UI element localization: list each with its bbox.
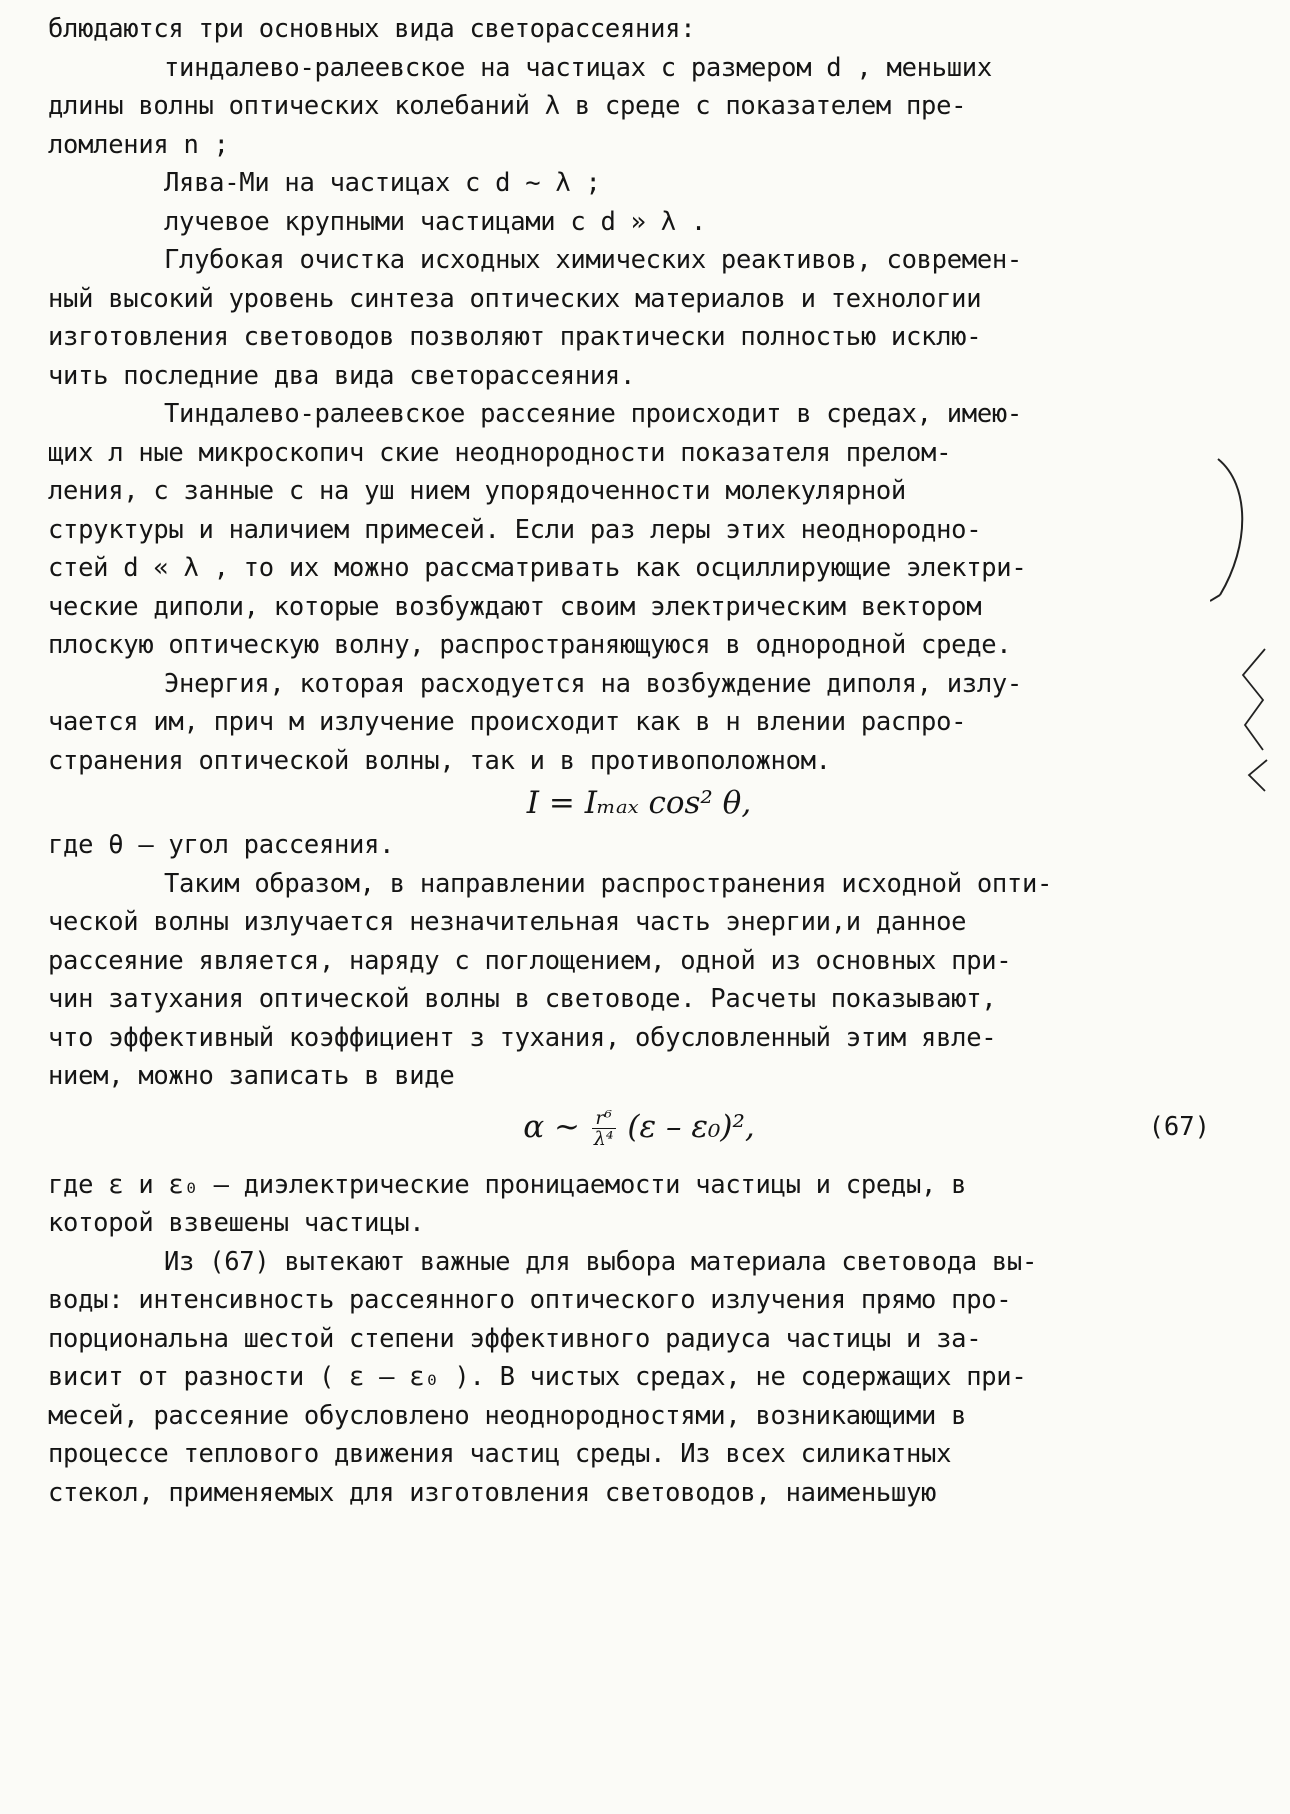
text-line-l11: Тиндалево-ралеевское рассеяние происходит в средах, имею- (164, 399, 1022, 429)
text-line-l5: Лява-Ми на частицах с d ~ λ ; (164, 168, 601, 198)
formula-67-denominator: λ⁴ (593, 1127, 614, 1150)
text-line-l3: длины волны оптических колебаний λ в среде с показателем пре- (48, 91, 967, 121)
text-line-l17: плоскую оптическую волну, распространяющуюся в однородной среде. (48, 630, 1012, 660)
text-line-l7: Глубокая очистка исходных химических реактивов, современ- (164, 245, 1022, 275)
text-line-l12: щих л ные микроскопич ские неоднородности показателя прелом- (48, 437, 952, 468)
text-line-l16: ческие диполи, которые возбуждают своим электрическим вектором (48, 591, 982, 622)
text-line-l28: где ε и ε₀ – диэлектрические проницаемости частицы и среды, в (48, 1169, 967, 1200)
text-block-2 (48, 826, 1230, 1096)
text-line-l33: висит от разности ( ε – ε₀ ). В чистых средах, не содержащих при- (48, 1362, 1027, 1392)
text-line-l26: что эффективный коэффициент з тухания, обусловленный этим явле- (48, 1022, 997, 1053)
text-line-l19: чается им, прич м излучение происходит как в н влении распро- (48, 707, 967, 737)
text-line-l25: чин затухания оптической волны в световоде. Расчеты показывают, (48, 984, 997, 1014)
text-line-l36: стекол, применяемых для изготовления световодов, наименьшую (48, 1477, 937, 1508)
formula-67 (48, 1096, 1230, 1158)
text-line-l9: изготовления световодов позволяют практически полностью исклю- (48, 322, 982, 352)
formula-67-lhs: α ~ (523, 1108, 580, 1145)
text-block-3 (48, 1166, 1230, 1513)
text-line-l34: месей, рассеяние обусловлено неоднородностями, возникающими в (48, 1400, 967, 1431)
text-block-1 (48, 10, 1230, 780)
text-line-l29: которой взвешены частицы. (48, 1208, 425, 1238)
text-line-l15: стей d « λ , то их можно рассматривать как осциллирующие электри- (48, 553, 1027, 583)
text-line-l24: рассеяние является, наряду с поглощением, одной из основных при- (48, 945, 1012, 976)
text-line-l1: блюдаются три основных вида светорассеяния: (48, 14, 696, 44)
text-line-l13: ления, с занные с на уш нием упорядоченности молекулярной (48, 476, 906, 506)
text-line-l8: ный высокий уровень синтеза оптических материалов и технологии (48, 283, 982, 314)
text-line-l20: странения оптической волны, так и в противоположном. (48, 745, 831, 776)
text-line-l21: где θ – угол рассеяния. (48, 830, 395, 860)
formula-67-fraction (592, 1108, 616, 1149)
text-line-l18: Энергия, которая расходуется на возбуждение диполя, излу- (164, 668, 1022, 699)
text-line-l14: структуры и наличием примесей. Если раз леры этих неоднородно- (48, 514, 982, 545)
text-line-l23: ческой волны излучается незначительная часть энергии,и данное (48, 907, 967, 937)
text-line-l2: тиндалево-ралеевское на частицах с размером d , меньших (164, 52, 992, 83)
equation-number: (67) (1148, 1111, 1210, 1142)
formula-67-numerator: r⁶ (592, 1108, 616, 1129)
text-line-l30: Из (67) вытекают важные для выбора материала световода вы- (164, 1246, 1038, 1277)
text-line-l31: воды: интенсивность рассеянного оптического излучения прямо про- (48, 1285, 1012, 1315)
text-line-l32: порциональна шестой степени эффективного радиуса частицы и за- (48, 1323, 982, 1354)
text-line-l10: чить последние два вида светорассеяния. (48, 360, 636, 391)
margin-squiggle-mark (1235, 645, 1280, 795)
text-line-l27: нием, можно записать в виде (48, 1061, 455, 1091)
formula-67-rhs: (ε – ε₀)², (627, 1108, 755, 1145)
text-line-l4: ломления n ; (48, 129, 229, 160)
text-line-l22: Таким образом, в направлении распространения исходной опти- (164, 868, 1053, 899)
text-line-l35: процессе теплового движения частиц среды. Из всех силикатных (48, 1439, 952, 1469)
formula-intensity: I = Iₘₐₓ cos² θ, (526, 785, 752, 821)
text-line-l6: лучевое крупными частицами с d » λ . (164, 206, 706, 237)
